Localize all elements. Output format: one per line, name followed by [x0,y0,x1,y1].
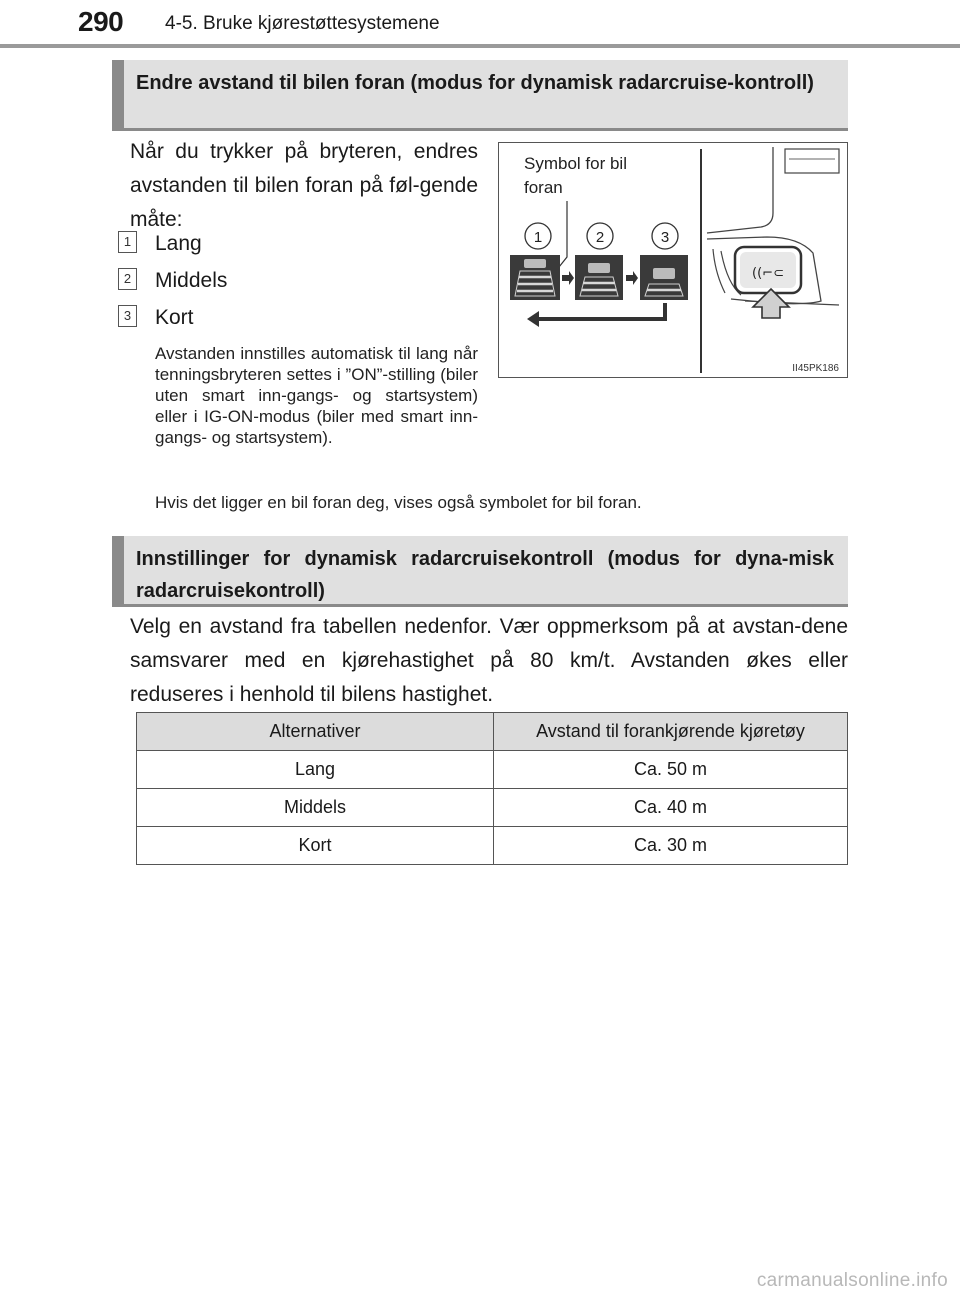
distance-switch-illustration [498,142,848,378]
page-number: 290 [78,6,124,37]
column-header-options: Alternativer [137,713,494,751]
table-row [137,827,848,865]
table-cell: Ca. 40 m [494,789,848,827]
display-long-distance-icon [510,255,560,300]
option-label: Lang [155,232,202,255]
figure-code: II45PK186 [792,363,839,374]
number-badge: 2 [118,268,137,290]
option-label: Kort [155,306,194,329]
number-badge: 1 [118,231,137,253]
option-item-short [118,303,194,333]
chapter-title: 4-5. Bruke kjørestøttesystemene [165,13,440,34]
site-watermark: carmanualsonline.info [756,1270,948,1291]
circled-number-1 [525,223,551,249]
auto-reset-note: Avstanden innstilles automatisk til lang når tenningsbryteren settes i ”ON”-stilling (biler uten smart inn-gangs- og startsystem) eller i IG-ON-modus (biler med smart inn-gangs- og startsystem). [155,344,478,447]
svg-text:1: 1 [533,229,543,246]
column-header-distance: Avstand til forankjørende kjøretøy [494,713,848,751]
option-label: Middels [155,269,228,292]
number-badge: 3 [118,305,137,327]
table-row [137,751,848,789]
table-cell: Kort [137,827,494,865]
table-cell: Ca. 50 m [494,751,848,789]
section-heading-distance: Endre avstand til bilen foran (modus for dynamisk radarcruise-kontroll) [112,60,848,131]
svg-text:2: 2 [595,229,605,246]
lead-vehicle-note: Hvis det ligger en bil foran deg, vises også symbolet for bil foran. [155,493,642,512]
settings-paragraph: Velg en avstand fra tabellen nedenfor. Vær oppmerksom på at avstan-dene samsvarer med en kjørehastighet på 80 km/t. Avstanden økes eller reduseres i henhold til bilens hastighet. [130,615,848,706]
arrow-right-icon [626,271,638,285]
circled-number-3 [652,223,678,249]
distance-switch-button [735,247,801,293]
table-cell: Ca. 30 m [494,827,848,865]
display-short-distance-icon [640,255,688,300]
option-item-long [118,229,202,259]
callout-text-line1: Symbol for bil [524,154,627,173]
page-header [0,0,960,46]
distance-table [136,712,848,865]
callout-leader-line [559,201,567,267]
intro-paragraph: Når du trykker på bryteren, endres avstanden til bilen foran på føl-gende måte: [130,140,478,231]
table-row [137,789,848,827]
table-header-row [137,713,848,751]
table-cell: Middels [137,789,494,827]
header-divider [0,44,960,48]
section-heading-settings: Innstillinger for dynamisk radarcruisekontroll (modus for dyna-misk radarcruisekontroll) [112,536,848,607]
circled-number-2 [587,223,613,249]
callout-text-line2: foran [524,178,563,197]
cycle-return-arrow-icon [527,303,665,327]
svg-text:3: 3 [660,229,670,246]
distance-switch-icon: ((⌐⊂ [752,266,784,281]
display-medium-distance-icon [575,255,623,300]
table-cell: Lang [137,751,494,789]
option-item-medium [118,266,227,296]
arrow-right-icon [562,271,574,285]
